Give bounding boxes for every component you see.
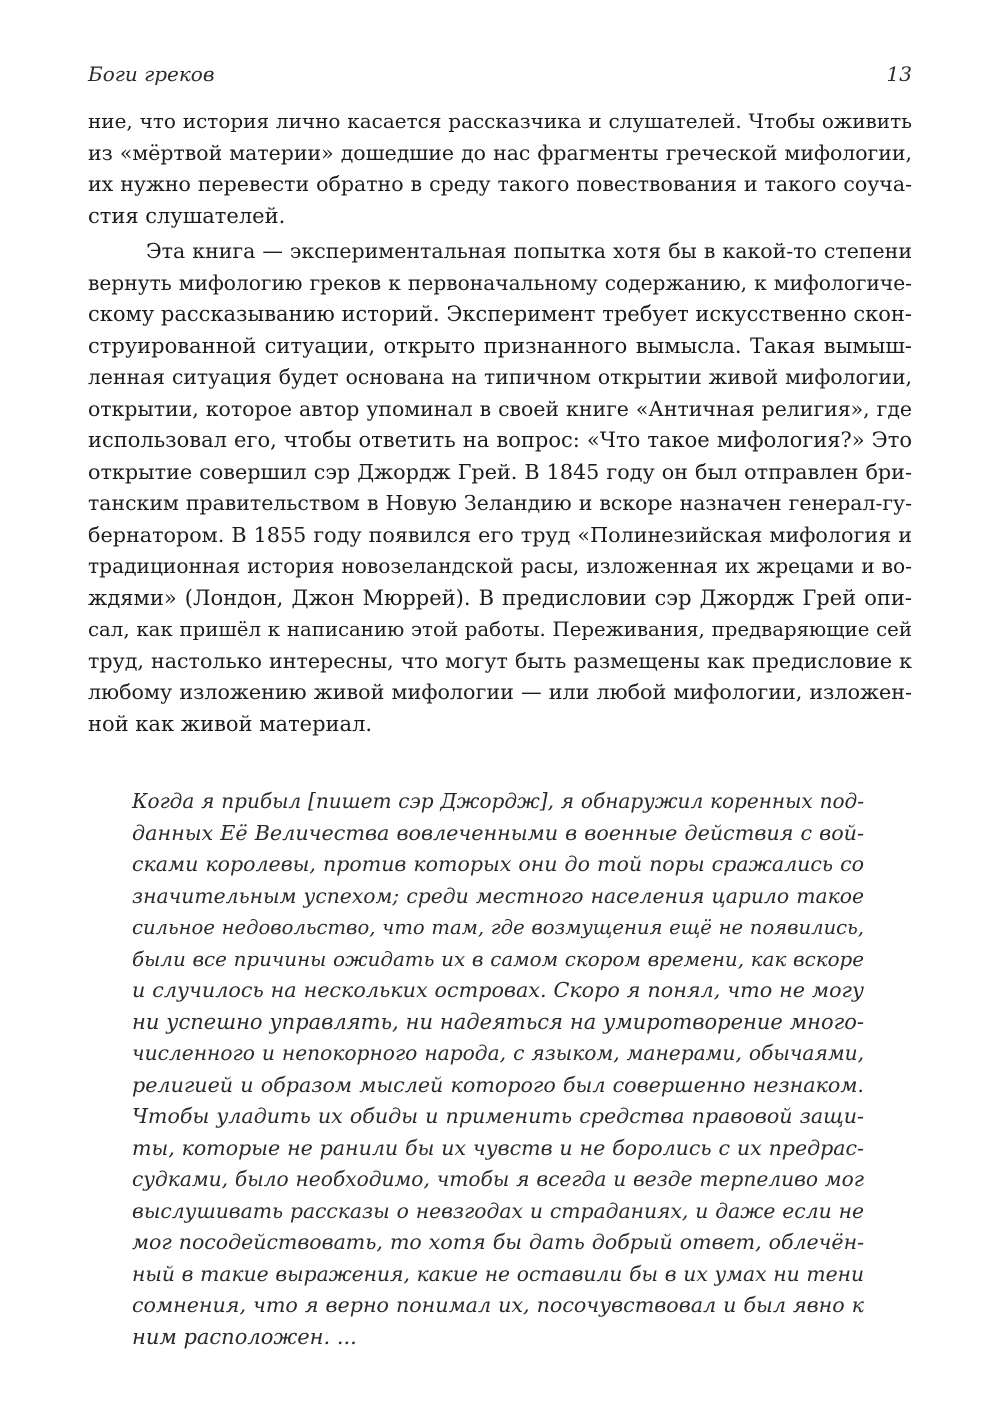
text-line: открытии, которое автор упоминал в своей книге «Античная религия», где bbox=[88, 396, 912, 421]
block-quote bbox=[132, 786, 864, 1353]
text-line: Эта книга — экспериментальная попытка хотя бы в какой-то степени bbox=[146, 239, 912, 263]
text-line: любому изложению живой мифологии — или любой мифологии, изложен- bbox=[88, 680, 912, 704]
quote-line: выслушивать рассказы о невзгодах и страданиях, и даже если не bbox=[132, 1198, 864, 1223]
text-line: традиционная история новозеландской расы, изложенная их жрецами и во- bbox=[88, 554, 912, 578]
quote-line: и случилось на нескольких островах. Скоро я понял, что не могу bbox=[132, 978, 864, 1002]
text-line: из «мёртвой материи» дошедшие до нас фрагменты греческой мифологии, bbox=[88, 140, 912, 165]
text-line: танским правительством в Новую Зеландию и вскоре назначен генерал-гу- bbox=[88, 491, 912, 515]
text-line: труд, настолько интересны, что могут быть размещены как предисловие к bbox=[88, 648, 912, 673]
text-line: скому рассказыванию историй. Эксперимент требует искусственно скон- bbox=[88, 302, 912, 326]
text-line: их нужно перевести обратно в среду такого повествования и такого соуча- bbox=[88, 172, 912, 196]
text-line: открытие совершил сэр Джордж Грей. В 1845 году он был отправлен бри- bbox=[88, 459, 912, 484]
text-line: ленная ситуация будет основана на типичном открытии живой мифологии, bbox=[88, 365, 912, 389]
text-line: ждями» (Лондон, Джон Мюррей). В предисловии сэр Джордж Грей опи- bbox=[88, 585, 912, 610]
text-line: сал, как пришёл к написанию этой работы. Переживания, предваряющие сей bbox=[88, 618, 912, 641]
paragraph-main bbox=[88, 236, 912, 740]
quote-line: Когда я прибыл [пишет сэр Джордж], я обнаружил коренных под- bbox=[132, 789, 864, 813]
page-number: 13 bbox=[886, 62, 912, 86]
quote-line: мог посодействовать, то хотя бы дать добрый ответ, облечён- bbox=[132, 1230, 864, 1254]
quote-line: значительным успехом; среди местного населения царило такое bbox=[132, 883, 864, 908]
text-line: струированной ситуации, открыто признанного вымысла. Такая вымыш- bbox=[88, 333, 912, 358]
quote-line: религией и образом мыслей которого был совершенно незнаком. bbox=[132, 1072, 864, 1097]
quote-line: данных Её Величества вовлеченными в военные действия с вой- bbox=[132, 820, 864, 845]
text-line: стия слушателей. bbox=[88, 203, 286, 228]
quote-line: сками королевы, против которых они до той поры сражались со bbox=[132, 852, 864, 876]
quote-line: ни успешно управлять, ни надеяться на умиротворение много- bbox=[132, 1009, 864, 1034]
quote-line: ный в такие выражения, какие не оставили бы в их умах ни тени bbox=[132, 1261, 864, 1286]
quote-line: ты, которые не ранили бы их чувств и не боролись с их предрас- bbox=[132, 1135, 864, 1160]
quote-line: Чтобы уладить их обиды и применить средства правовой защи- bbox=[132, 1104, 864, 1128]
quote-line: ним расположен. ... bbox=[132, 1324, 357, 1349]
text-line: бернатором. В 1855 году появился его труд «Полинезийская мифология и bbox=[88, 522, 912, 547]
quote-line: были все причины ожидать их в самом скором времени, как вскоре bbox=[132, 947, 864, 971]
text-line: ной как живой материал. bbox=[88, 711, 373, 736]
quote-line: численного и непокорного народа, с языком, манерами, обычаями, bbox=[132, 1041, 864, 1065]
quote-line: судками, было необходимо, чтобы я всегда и везде терпеливо мог bbox=[132, 1167, 864, 1191]
text-line: вернуть мифологию греков к первоначальному содержанию, к мифологиче- bbox=[88, 270, 912, 295]
text-line: ние, что история лично касается рассказчика и слушателей. Чтобы оживить bbox=[88, 109, 912, 133]
quote-line: сомнения, что я верно понимал их, посочувствовал и был явно к bbox=[132, 1293, 864, 1317]
paragraph-continued bbox=[88, 106, 912, 232]
text-line: использовал его, чтобы ответить на вопрос: «Что такое мифология?» Это bbox=[88, 428, 912, 452]
running-title: Боги греков bbox=[88, 62, 215, 86]
quote-line: сильное недовольство, что там, где возмущения ещё не появились, bbox=[132, 916, 864, 939]
body-text bbox=[88, 106, 912, 740]
